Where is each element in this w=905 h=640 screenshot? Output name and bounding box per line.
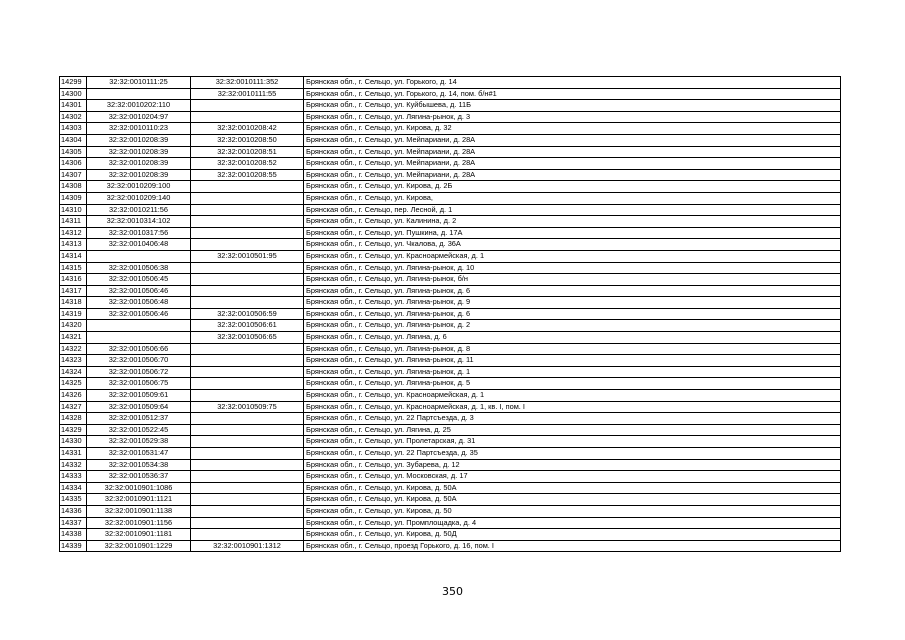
cadastral-number-cell xyxy=(87,332,191,344)
row-number-cell: 14307 xyxy=(60,169,87,181)
row-number-cell: 14316 xyxy=(60,274,87,286)
row-number-cell: 14302 xyxy=(60,111,87,123)
cadastral-number-cell: 32:32:0010209:100 xyxy=(87,181,191,193)
table-row xyxy=(60,308,841,320)
row-number-cell: 14335 xyxy=(60,494,87,506)
row-number-cell: 14322 xyxy=(60,343,87,355)
table-row xyxy=(60,181,841,193)
table-row xyxy=(60,204,841,216)
table-row xyxy=(60,239,841,251)
related-cadastral-number-cell xyxy=(191,192,304,204)
address-cell: Брянская обл., г. Сельцо, ул. Кирова, д. 2Б xyxy=(304,181,841,193)
cadastral-number-cell: 32:32:0010534:38 xyxy=(87,459,191,471)
address-cell: Брянская обл., г. Сельцо, ул. Чкалова, д. 36А xyxy=(304,239,841,251)
related-cadastral-number-cell xyxy=(191,366,304,378)
row-number-cell: 14332 xyxy=(60,459,87,471)
table-row xyxy=(60,216,841,228)
related-cadastral-number-cell xyxy=(191,459,304,471)
table-row xyxy=(60,436,841,448)
address-cell: Брянская обл., г. Сельцо, ул. Кирова, д. 50А xyxy=(304,482,841,494)
address-cell: Брянская обл., г. Сельцо, ул. Лягина-рынок, б/н xyxy=(304,274,841,286)
related-cadastral-number-cell xyxy=(191,204,304,216)
related-cadastral-number-cell: 32:32:0010506:65 xyxy=(191,332,304,344)
row-number-cell: 14314 xyxy=(60,250,87,262)
related-cadastral-number-cell xyxy=(191,216,304,228)
row-number-cell: 14324 xyxy=(60,366,87,378)
table-row xyxy=(60,146,841,158)
address-cell: Брянская обл., г. Сельцо, ул. Лягина-рынок, д. 8 xyxy=(304,343,841,355)
related-cadastral-number-cell: 32:32:0010901:1312 xyxy=(191,540,304,552)
table-row xyxy=(60,401,841,413)
row-number-cell: 14305 xyxy=(60,146,87,158)
table-row xyxy=(60,134,841,146)
related-cadastral-number-cell: 32:32:0010501:95 xyxy=(191,250,304,262)
row-number-cell: 14303 xyxy=(60,123,87,135)
related-cadastral-number-cell xyxy=(191,448,304,460)
cadastral-number-cell: 32:32:0010901:1086 xyxy=(87,482,191,494)
address-cell: Брянская обл., г. Сельцо, ул. Красноармейская, д. 1 xyxy=(304,250,841,262)
address-cell: Брянская обл., г. Сельцо, ул. Лягина, д. 25 xyxy=(304,424,841,436)
cadastral-number-cell: 32:32:0010314:102 xyxy=(87,216,191,228)
address-cell: Брянская обл., г. Сельцо, ул. Мейпариани, д. 28А xyxy=(304,146,841,158)
cadastral-number-cell: 32:32:0010522:45 xyxy=(87,424,191,436)
address-cell: Брянская обл., г. Сельцо, ул. Лягина-рынок, д. 6 xyxy=(304,285,841,297)
table-row xyxy=(60,123,841,135)
address-cell: Брянская обл., г. Сельцо, ул. Красноармейская, д. 1 xyxy=(304,390,841,402)
address-cell: Брянская обл., г. Сельцо, ул. Горького, д. 14 xyxy=(304,77,841,89)
address-cell: Брянская обл., г. Сельцо, ул. Кирова, д. 50А xyxy=(304,494,841,506)
cadastral-number-cell: 32:32:0010208:39 xyxy=(87,146,191,158)
row-number-cell: 14318 xyxy=(60,297,87,309)
row-number-cell: 14304 xyxy=(60,134,87,146)
table-row xyxy=(60,390,841,402)
address-cell: Брянская обл., г. Сельцо, ул. Красноармейская, д. 1, кв. I, пом. I xyxy=(304,401,841,413)
address-cell: Брянская обл., г. Сельцо, ул. Промплощадка, д. 4 xyxy=(304,517,841,529)
related-cadastral-number-cell xyxy=(191,436,304,448)
table-row xyxy=(60,471,841,483)
table-row xyxy=(60,77,841,89)
address-cell: Брянская обл., г. Сельцо, ул. Мейпариани, д. 28А xyxy=(304,158,841,170)
table-row xyxy=(60,332,841,344)
address-cell: Брянская обл., г. Сельцо, ул. Кирова, д. 50Д xyxy=(304,529,841,541)
table-row xyxy=(60,366,841,378)
related-cadastral-number-cell: 32:32:0010208:52 xyxy=(191,158,304,170)
address-cell: Брянская обл., г. Сельцо, ул. Зубарева, д. 12 xyxy=(304,459,841,471)
table-row xyxy=(60,285,841,297)
cadastral-number-cell: 32:32:0010506:72 xyxy=(87,366,191,378)
table-row xyxy=(60,540,841,552)
cadastral-number-cell: 32:32:0010506:48 xyxy=(87,297,191,309)
table-row xyxy=(60,169,841,181)
cadastral-number-cell: 32:32:0010204:97 xyxy=(87,111,191,123)
table-row xyxy=(60,355,841,367)
related-cadastral-number-cell xyxy=(191,413,304,425)
address-cell: Брянская обл., г. Сельцо, ул. Калинина, д. 2 xyxy=(304,216,841,228)
address-cell: Брянская обл., г. Сельцо, ул. Кирова, д. 32 xyxy=(304,123,841,135)
cadastral-number-cell: 32:32:0010531:47 xyxy=(87,448,191,460)
cadastral-number-cell: 32:32:0010111:25 xyxy=(87,77,191,89)
table-row xyxy=(60,88,841,100)
cadastral-number-cell: 32:32:0010901:1181 xyxy=(87,529,191,541)
related-cadastral-number-cell xyxy=(191,239,304,251)
related-cadastral-number-cell xyxy=(191,111,304,123)
table-row xyxy=(60,378,841,390)
cadastral-number-cell: 32:32:0010202:110 xyxy=(87,100,191,112)
row-number-cell: 14320 xyxy=(60,320,87,332)
table-row xyxy=(60,158,841,170)
cadastral-number-cell: 32:32:0010209:140 xyxy=(87,192,191,204)
row-number-cell: 14326 xyxy=(60,390,87,402)
address-cell: Брянская обл., г. Сельцо, ул. Мейпариани, д. 28А xyxy=(304,134,841,146)
address-cell: Брянская обл., г. Сельцо, ул. 22 Партсъезда, д. 35 xyxy=(304,448,841,460)
table-row xyxy=(60,274,841,286)
table-row xyxy=(60,482,841,494)
row-number-cell: 14300 xyxy=(60,88,87,100)
related-cadastral-number-cell xyxy=(191,227,304,239)
related-cadastral-number-cell: 32:32:0010509:75 xyxy=(191,401,304,413)
row-number-cell: 14338 xyxy=(60,529,87,541)
cadastral-number-cell: 32:32:0010110:23 xyxy=(87,123,191,135)
cadastral-number-cell: 32:32:0010506:38 xyxy=(87,262,191,274)
address-cell: Брянская обл., г. Сельцо, ул. Кирова, xyxy=(304,192,841,204)
row-number-cell: 14310 xyxy=(60,204,87,216)
cadastral-number-cell: 32:32:0010208:39 xyxy=(87,134,191,146)
table-row xyxy=(60,448,841,460)
address-cell: Брянская обл., г. Сельцо, ул. Лягина-рынок, д. 9 xyxy=(304,297,841,309)
row-number-cell: 14337 xyxy=(60,517,87,529)
row-number-cell: 14306 xyxy=(60,158,87,170)
related-cadastral-number-cell xyxy=(191,390,304,402)
address-cell: Брянская обл., г. Сельцо, ул. 22 Партсъезда, д. 3 xyxy=(304,413,841,425)
table-row xyxy=(60,424,841,436)
address-cell: Брянская обл., г. Сельцо, ул. Куйбышева, д. 11Б xyxy=(304,100,841,112)
row-number-cell: 14330 xyxy=(60,436,87,448)
row-number-cell: 14325 xyxy=(60,378,87,390)
related-cadastral-number-cell xyxy=(191,517,304,529)
cadastral-number-cell: 32:32:0010509:64 xyxy=(87,401,191,413)
related-cadastral-number-cell xyxy=(191,482,304,494)
address-cell: Брянская обл., г. Сельцо, ул. Пушкина, д. 17А xyxy=(304,227,841,239)
row-number-cell: 14339 xyxy=(60,540,87,552)
cadastral-number-cell: 32:32:0010512:37 xyxy=(87,413,191,425)
address-cell: Брянская обл., г. Сельцо, ул. Пролетарская, д. 31 xyxy=(304,436,841,448)
related-cadastral-number-cell: 32:32:0010208:42 xyxy=(191,123,304,135)
related-cadastral-number-cell: 32:32:0010506:59 xyxy=(191,308,304,320)
related-cadastral-number-cell xyxy=(191,529,304,541)
page-number: 350 xyxy=(442,585,463,598)
row-number-cell: 14313 xyxy=(60,239,87,251)
row-number-cell: 14317 xyxy=(60,285,87,297)
table-row xyxy=(60,111,841,123)
table-row xyxy=(60,320,841,332)
cadastral-number-cell: 32:32:0010901:1229 xyxy=(87,540,191,552)
cadastral-number-cell: 32:32:0010901:1138 xyxy=(87,505,191,517)
cadastral-number-cell: 32:32:0010406:48 xyxy=(87,239,191,251)
related-cadastral-number-cell: 32:32:0010111:55 xyxy=(191,88,304,100)
row-number-cell: 14331 xyxy=(60,448,87,460)
cadastral-number-cell xyxy=(87,320,191,332)
related-cadastral-number-cell: 32:32:0010111:352 xyxy=(191,77,304,89)
row-number-cell: 14329 xyxy=(60,424,87,436)
row-number-cell: 14333 xyxy=(60,471,87,483)
address-cell: Брянская обл., г. Сельцо, ул. Лягина-рынок, д. 10 xyxy=(304,262,841,274)
table-row xyxy=(60,343,841,355)
address-cell: Брянская обл., г. Сельцо, ул. Лягина-рынок, д. 11 xyxy=(304,355,841,367)
row-number-cell: 14311 xyxy=(60,216,87,228)
address-cell: Брянская обл., г. Сельцо, ул. Горького, д. 14, пом. б/н#1 xyxy=(304,88,841,100)
cadastral-number-cell: 32:32:0010536:37 xyxy=(87,471,191,483)
related-cadastral-number-cell: 32:32:0010506:61 xyxy=(191,320,304,332)
row-number-cell: 14321 xyxy=(60,332,87,344)
address-cell: Брянская обл., г. Сельцо, ул. Кирова, д. 50 xyxy=(304,505,841,517)
row-number-cell: 14301 xyxy=(60,100,87,112)
table-row xyxy=(60,517,841,529)
cadastral-number-cell xyxy=(87,250,191,262)
cadastral-number-cell xyxy=(87,88,191,100)
row-number-cell: 14334 xyxy=(60,482,87,494)
cadastral-number-cell: 32:32:0010901:1156 xyxy=(87,517,191,529)
row-number-cell: 14328 xyxy=(60,413,87,425)
related-cadastral-number-cell xyxy=(191,378,304,390)
address-cell: Брянская обл., г. Сельцо, ул. Московская, д. 17 xyxy=(304,471,841,483)
table-row xyxy=(60,529,841,541)
registry-table xyxy=(59,76,841,552)
table-row xyxy=(60,413,841,425)
address-cell: Брянская обл., г. Сельцо, ул. Лягина-рынок, д. 3 xyxy=(304,111,841,123)
registry-table-body xyxy=(60,77,841,552)
cadastral-number-cell: 32:32:0010506:46 xyxy=(87,308,191,320)
cadastral-number-cell: 32:32:0010901:1121 xyxy=(87,494,191,506)
related-cadastral-number-cell xyxy=(191,471,304,483)
table-row xyxy=(60,250,841,262)
cadastral-number-cell: 32:32:0010506:46 xyxy=(87,285,191,297)
related-cadastral-number-cell xyxy=(191,274,304,286)
cadastral-number-cell: 32:32:0010211:56 xyxy=(87,204,191,216)
address-cell: Брянская обл., г. Сельцо, проезд Горького, д. 16, пом. I xyxy=(304,540,841,552)
address-cell: Брянская обл., г. Сельцо, ул. Лягина-рынок, д. 5 xyxy=(304,378,841,390)
cadastral-number-cell: 32:32:0010317:56 xyxy=(87,227,191,239)
row-number-cell: 14319 xyxy=(60,308,87,320)
address-cell: Брянская обл., г. Сельцо, ул. Лягина-рынок, д. 2 xyxy=(304,320,841,332)
related-cadastral-number-cell xyxy=(191,355,304,367)
related-cadastral-number-cell xyxy=(191,297,304,309)
table-row xyxy=(60,297,841,309)
table-row xyxy=(60,494,841,506)
table-row xyxy=(60,227,841,239)
cadastral-number-cell: 32:32:0010506:75 xyxy=(87,378,191,390)
cadastral-number-cell: 32:32:0010506:70 xyxy=(87,355,191,367)
row-number-cell: 14336 xyxy=(60,505,87,517)
related-cadastral-number-cell xyxy=(191,343,304,355)
table-row xyxy=(60,505,841,517)
cadastral-number-cell: 32:32:0010208:39 xyxy=(87,169,191,181)
address-cell: Брянская обл., г. Сельцо, ул. Лягина-рынок, д. 1 xyxy=(304,366,841,378)
row-number-cell: 14299 xyxy=(60,77,87,89)
cadastral-number-cell: 32:32:0010208:39 xyxy=(87,158,191,170)
related-cadastral-number-cell xyxy=(191,424,304,436)
address-cell: Брянская обл., г. Сельцо, ул. Мейпариани, д. 28А xyxy=(304,169,841,181)
row-number-cell: 14327 xyxy=(60,401,87,413)
row-number-cell: 14309 xyxy=(60,192,87,204)
table-row xyxy=(60,100,841,112)
address-cell: Брянская обл., г. Сельцо, пер. Лесной, д. 1 xyxy=(304,204,841,216)
related-cadastral-number-cell: 32:32:0010208:51 xyxy=(191,146,304,158)
row-number-cell: 14308 xyxy=(60,181,87,193)
row-number-cell: 14315 xyxy=(60,262,87,274)
cadastral-number-cell: 32:32:0010509:61 xyxy=(87,390,191,402)
related-cadastral-number-cell: 32:32:0010208:55 xyxy=(191,169,304,181)
cadastral-number-cell: 32:32:0010506:66 xyxy=(87,343,191,355)
cadastral-number-cell: 32:32:0010506:45 xyxy=(87,274,191,286)
related-cadastral-number-cell xyxy=(191,100,304,112)
table-row xyxy=(60,192,841,204)
related-cadastral-number-cell xyxy=(191,262,304,274)
table-row xyxy=(60,459,841,471)
related-cadastral-number-cell xyxy=(191,181,304,193)
address-cell: Брянская обл., г. Сельцо, ул. Лягина-рынок, д. 6 xyxy=(304,308,841,320)
row-number-cell: 14323 xyxy=(60,355,87,367)
address-cell: Брянская обл., г. Сельцо, ул. Лягина, д. 6 xyxy=(304,332,841,344)
table-row xyxy=(60,262,841,274)
related-cadastral-number-cell xyxy=(191,494,304,506)
row-number-cell: 14312 xyxy=(60,227,87,239)
related-cadastral-number-cell: 32:32:0010208:50 xyxy=(191,134,304,146)
related-cadastral-number-cell xyxy=(191,505,304,517)
related-cadastral-number-cell xyxy=(191,285,304,297)
cadastral-number-cell: 32:32:0010529:38 xyxy=(87,436,191,448)
